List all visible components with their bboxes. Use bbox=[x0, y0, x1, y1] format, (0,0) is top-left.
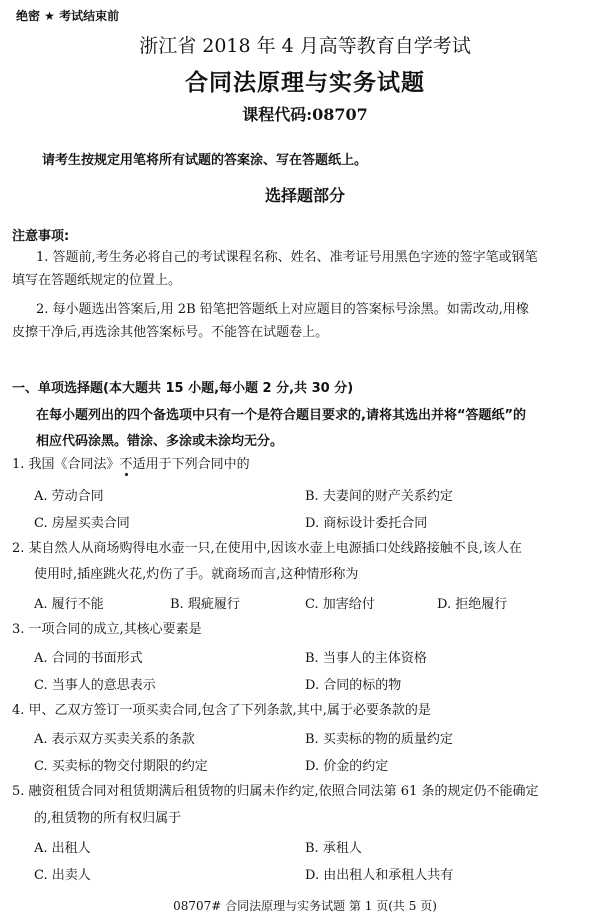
secret-label: 绝密 ★ 考试结束前 bbox=[16, 9, 120, 23]
question-4-stem: 4. 甲、乙双方签订一项买卖合同,包含了下列条款,其中,属于必要条款的是 bbox=[12, 703, 431, 718]
exam-name: 浙江省 2018 年 4 月高等教育自学考试 bbox=[139, 35, 471, 57]
question-3-option-b: B. 当事人的主体资格 bbox=[305, 651, 427, 666]
question-1-option-d: D. 商标设计委托合同 bbox=[305, 516, 428, 531]
question-4-option-d: D. 价金的约定 bbox=[305, 759, 389, 774]
question-4-option-b: B. 买卖标的物的质量约定 bbox=[305, 732, 453, 747]
question-5-option-c: C. 出卖人 bbox=[34, 868, 91, 883]
page-footer: 08707# 合同法原理与实务试题 第 1 页(共 5 页) bbox=[173, 899, 437, 913]
section-1-heading: 一、单项选择题(本大题共 15 小题,每小题 2 分,共 30 分) bbox=[12, 381, 354, 396]
section-1-desc-line-2: 相应代码涂黑。错涂、多涂或未涂均无分。 bbox=[36, 434, 284, 449]
question-3-option-c: C. 当事人的意思表示 bbox=[34, 678, 156, 693]
question-5-stem-line-2: 的,租赁物的所有权归属于 bbox=[34, 811, 182, 826]
question-2-stem-line-1: 2. 某自然人从商场购得电水壶一只,在使用中,因该水壶上电源插口处线路接触不良,该人在 bbox=[12, 541, 522, 556]
question-4-option-c: C. 买卖标的物交付期限的约定 bbox=[34, 759, 208, 774]
question-1-option-c: C. 房屋买卖合同 bbox=[34, 516, 130, 531]
notice-item-2-line-1: 2. 每小题选出答案后,用 2B 铅笔把答题纸上对应题目的答案标号涂黑。如需改动,用橡 bbox=[36, 302, 529, 317]
question-1-option-b: B. 夫妻间的财产关系约定 bbox=[305, 489, 453, 504]
notice-heading: 注意事项: bbox=[12, 229, 70, 244]
question-3-option-d: D. 合同的标的物 bbox=[305, 678, 402, 693]
question-1-stem-pre: 1. 我国《合同法》 bbox=[12, 457, 120, 472]
question-1-emphasis: 不 bbox=[119, 457, 133, 472]
section-1-desc-line-1: 在每小题列出的四个备选项中只有一个是符合题目要求的,请将其选出并将“答题纸”的 bbox=[36, 408, 527, 423]
question-1-stem-post: 适用于下列合同中的 bbox=[132, 457, 250, 472]
question-2-option-d: D. 拒绝履行 bbox=[437, 597, 508, 612]
paper-title: 合同法原理与实务试题 bbox=[185, 70, 425, 96]
question-5-option-a: A. 出租人 bbox=[34, 841, 91, 856]
notice-item-1-line-1: 1. 答题前,考生务必将自己的考试课程名称、姓名、准考证号用黑色字迹的签字笔或钢笔 bbox=[36, 250, 538, 265]
answer-instruction: 请考生按规定用笔将所有试题的答案涂、写在答题纸上。 bbox=[42, 153, 368, 168]
question-2-option-c: C. 加害给付 bbox=[305, 597, 375, 612]
question-1-option-a: A. 劳动合同 bbox=[34, 489, 104, 504]
question-1-stem bbox=[12, 455, 250, 475]
question-2-option-b: B. 瑕疵履行 bbox=[170, 597, 240, 612]
question-3-option-a: A. 合同的书面形式 bbox=[34, 651, 143, 666]
course-code: 课程代码:08707 bbox=[242, 105, 368, 124]
part-title: 选择题部分 bbox=[264, 186, 345, 205]
notice-item-2-line-2: 皮擦干净后,再选涂其他答案标号。不能答在试题卷上。 bbox=[12, 325, 329, 340]
question-5-option-d: D. 由出租人和承租人共有 bbox=[305, 868, 454, 883]
question-5-stem-line-1: 5. 融资租赁合同对租赁期满后租赁物的归属未作约定,依照合同法第 61 条的规定仍不能确定 bbox=[12, 784, 539, 799]
question-4-option-a: A. 表示双方买卖关系的条款 bbox=[34, 732, 195, 747]
question-3-stem: 3. 一项合同的成立,其核心要素是 bbox=[12, 622, 202, 637]
question-2-option-a: A. 履行不能 bbox=[34, 597, 104, 612]
question-5-option-b: B. 承租人 bbox=[305, 841, 362, 856]
question-2-stem-line-2: 使用时,插座跳火花,灼伤了手。就商场而言,这种情形称为 bbox=[34, 567, 359, 582]
notice-item-1-line-2: 填写在答题纸规定的位置上。 bbox=[12, 273, 182, 288]
